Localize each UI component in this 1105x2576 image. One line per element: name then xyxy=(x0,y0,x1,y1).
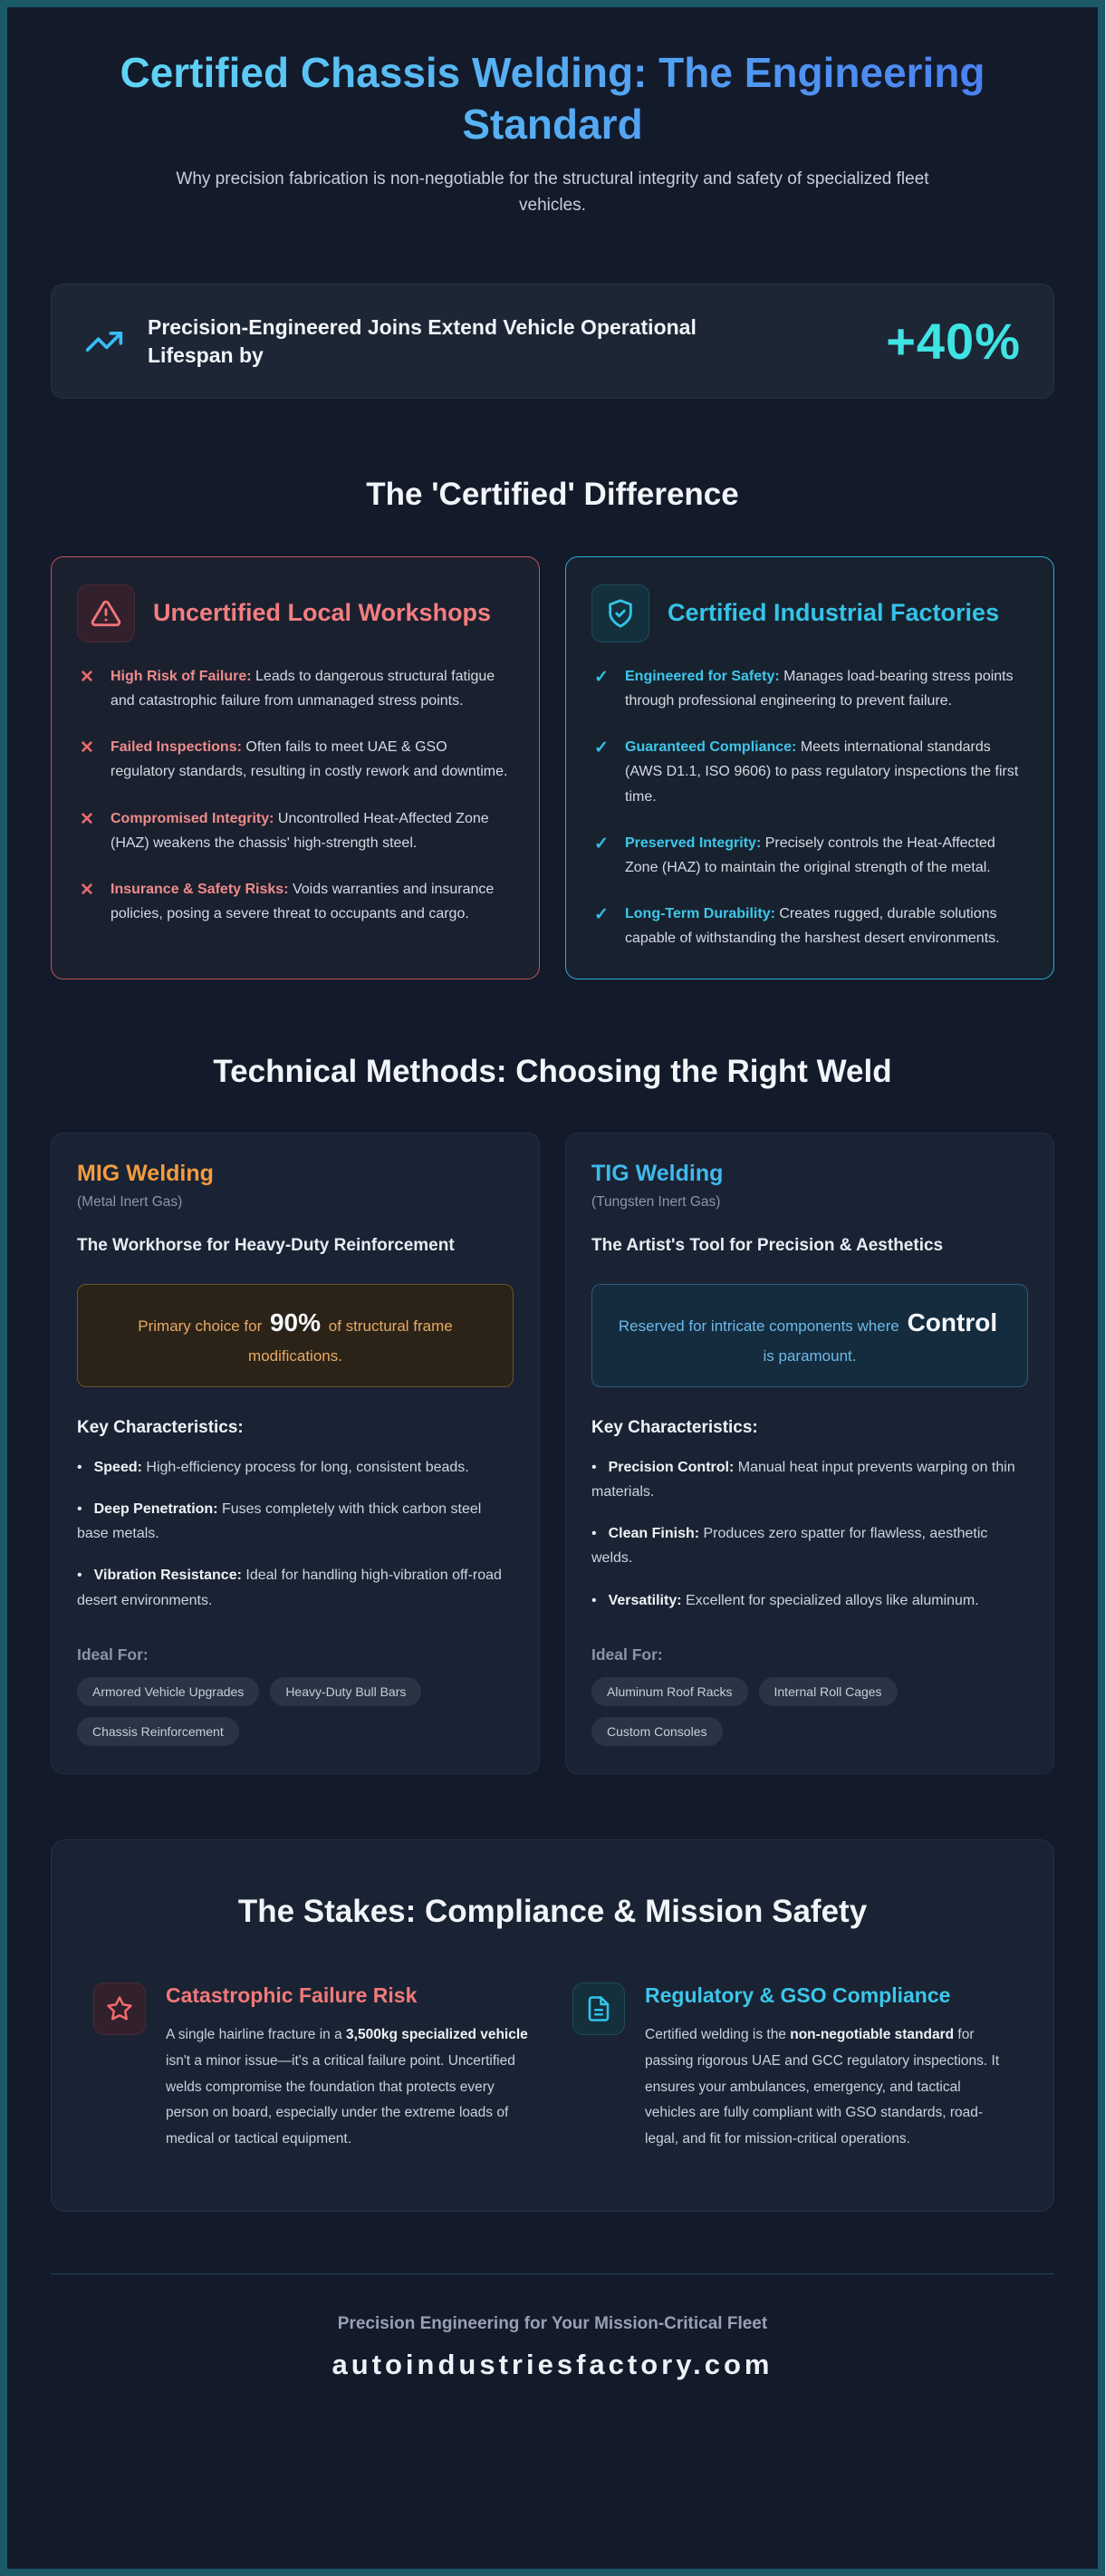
card-header xyxy=(77,584,514,642)
characteristic-item: • Vibration Resistance: Ideal for handling high-vibration off-road desert environments. xyxy=(77,1568,502,1608)
characteristics-label: Key Characteristics: xyxy=(591,1417,758,1437)
section-heading-difference: The 'Certified' Difference xyxy=(366,477,739,513)
list-item: ✓ Long-Term Durability: Creates rugged, durable solutions capable of withstanding the harshest desert environments. xyxy=(591,902,1028,950)
bullet-icon: • xyxy=(77,1568,82,1584)
bullet-icon: • xyxy=(591,1592,597,1608)
highlight-value: 90% xyxy=(269,1307,322,1336)
mig-welding-card xyxy=(51,1133,540,1774)
card-header xyxy=(591,584,1028,642)
ideal-for-label: Ideal For: xyxy=(591,1645,663,1664)
check-mark-icon: ✓ xyxy=(594,738,609,758)
comparison-grid xyxy=(51,556,1054,979)
bullet-icon: • xyxy=(77,1501,82,1518)
tag-pill: Aluminum Roof Racks xyxy=(591,1677,748,1706)
method-tagline: The Artist's Tool for Precision & Aesthetics xyxy=(591,1236,944,1256)
tag-list xyxy=(591,1677,972,1746)
stakes-card xyxy=(51,1839,1054,2212)
x-mark-icon: ✕ xyxy=(80,667,94,687)
bullet-icon: • xyxy=(77,1459,82,1475)
x-mark-icon: ✕ xyxy=(80,809,94,829)
page-subtitle: Why precision fabrication is non-negotiable for the structural integrity and safety of specialized fleet vehicles. xyxy=(176,169,929,215)
bullet-icon: • xyxy=(591,1459,597,1475)
methods-grid xyxy=(51,1133,1054,1774)
stake-title: Regulatory & GSO Compliance xyxy=(645,1983,951,2008)
risk-list xyxy=(77,664,514,927)
trending-up-icon xyxy=(84,322,124,362)
hero-section xyxy=(51,47,1054,218)
method-title: TIG Welding xyxy=(591,1161,724,1187)
check-mark-icon: ✓ xyxy=(594,834,609,854)
x-mark-icon: ✕ xyxy=(80,738,94,758)
tag-pill: Armored Vehicle Upgrades xyxy=(77,1677,259,1706)
characteristics-label: Key Characteristics: xyxy=(77,1417,244,1437)
tig-welding-card xyxy=(565,1133,1054,1774)
footer-divider xyxy=(51,2273,1054,2274)
list-item: ✕ Compromised Integrity: Uncontrolled Heat-Affected Zone (HAZ) weakens the chassis' high-strength steel. xyxy=(77,806,514,855)
tag-pill: Chassis Reinforcement xyxy=(77,1717,239,1746)
footer-tagline: Precision Engineering for Your Mission-Critical Fleet xyxy=(337,2313,768,2333)
bullet-icon: • xyxy=(591,1526,597,1542)
stat-label: Precision-Engineered Joins Extend Vehicle Operational Lifespan by xyxy=(148,314,697,367)
stakes-grid xyxy=(93,1983,1012,2152)
page-title: Certified Chassis Welding: The Engineering Standard xyxy=(105,47,1000,150)
ideal-for-label: Ideal For: xyxy=(77,1645,149,1664)
list-item: ✓ Guaranteed Compliance: Meets international standards (AWS D1.1, ISO 9606) to pass regulatory inspections the first time. xyxy=(591,735,1028,809)
card-title: Certified Industrial Factories xyxy=(668,598,1000,626)
stat-banner xyxy=(51,284,1054,399)
footer xyxy=(51,2314,1054,2381)
characteristic-item: • Precision Control: Manual heat input prevents warping on thin materials. xyxy=(591,1459,1015,1500)
certified-factories-card xyxy=(565,556,1054,979)
list-item: ✕ Failed Inspections: Often fails to meet UAE & GSO regulatory standards, resulting in costly rework and downtime. xyxy=(77,735,514,784)
list-item: ✕ High Risk of Failure: Leads to dangerous structural fatigue and catastrophic failure from unmanaged stress points. xyxy=(77,664,514,713)
tig-highlight-box: Reserved for intricate components where Control is paramount. xyxy=(591,1284,1028,1387)
characteristic-item: • Clean Finish: Produces zero spatter for flawless, aesthetic welds. xyxy=(591,1526,988,1567)
characteristic-item: • Versatility: Excellent for specialized alloys like aluminum. xyxy=(591,1592,979,1608)
stake-text: A single hairline fracture in a 3,500kg specialized vehicle isn't a minor issue—it's a critical failure point. Uncertified welds compromise the foundation that protects every person on board, especially under the extreme loads of medical or tactical equipment. xyxy=(166,2027,528,2147)
characteristic-item: • Deep Penetration: Fuses completely with thick carbon steel base metals. xyxy=(77,1501,482,1542)
benefit-list xyxy=(591,664,1028,951)
method-tagline: The Workhorse for Heavy-Duty Reinforcement xyxy=(77,1236,455,1256)
list-item: ✓ Engineered for Safety: Manages load-bearing stress points through professional engineering to prevent failure. xyxy=(591,664,1028,713)
shield-check-icon xyxy=(591,584,649,642)
check-mark-icon: ✓ xyxy=(594,905,609,925)
tag-list xyxy=(77,1677,457,1746)
section-heading-stakes: The Stakes: Compliance & Mission Safety xyxy=(237,1893,868,1929)
highlight-value: Control xyxy=(907,1307,998,1336)
stake-text: Certified welding is the non-negotiable standard for passing rigorous UAE and GCC regulatory inspections. It ensures your ambulances, emergency, and tactical vehicles are fully compliant with GSO standards, road-legal, and fit for mission-critical operations. xyxy=(645,2027,1000,2147)
list-item: ✕ Insurance & Safety Risks: Voids warranties and insurance policies, posing a severe threat to occupants and cargo. xyxy=(77,877,514,926)
file-text-icon xyxy=(572,1983,625,2035)
uncertified-workshops-card xyxy=(51,556,540,979)
footer-domain: autoindustriesfactory.com xyxy=(332,2348,774,2380)
tag-pill: Custom Consoles xyxy=(591,1717,723,1746)
check-mark-icon: ✓ xyxy=(594,667,609,687)
mig-highlight-box: Primary choice for 90% of structural frame modifications. xyxy=(77,1284,514,1387)
characteristic-item: • Speed: High-efficiency process for long, consistent beads. xyxy=(77,1459,469,1475)
list-item: ✓ Preserved Integrity: Precisely controls the Heat-Affected Zone (HAZ) to maintain the original strength of the metal. xyxy=(591,831,1028,880)
card-title: Uncertified Local Workshops xyxy=(153,598,492,626)
stat-value: +40% xyxy=(886,313,1021,371)
failure-risk-block xyxy=(93,1983,533,2152)
method-title: MIG Welding xyxy=(77,1161,214,1187)
x-mark-icon: ✕ xyxy=(80,880,94,900)
section-heading-methods: Technical Methods: Choosing the Right Weld xyxy=(213,1053,892,1089)
compliance-block xyxy=(572,1983,1012,2152)
tag-pill: Heavy-Duty Bull Bars xyxy=(270,1677,421,1706)
star-icon xyxy=(93,1983,146,2035)
method-subtitle: (Tungsten Inert Gas) xyxy=(591,1194,721,1211)
stake-title: Catastrophic Failure Risk xyxy=(166,1983,418,2008)
tag-pill: Internal Roll Cages xyxy=(759,1677,898,1706)
warning-triangle-icon xyxy=(77,584,135,642)
method-subtitle: (Metal Inert Gas) xyxy=(77,1194,183,1211)
